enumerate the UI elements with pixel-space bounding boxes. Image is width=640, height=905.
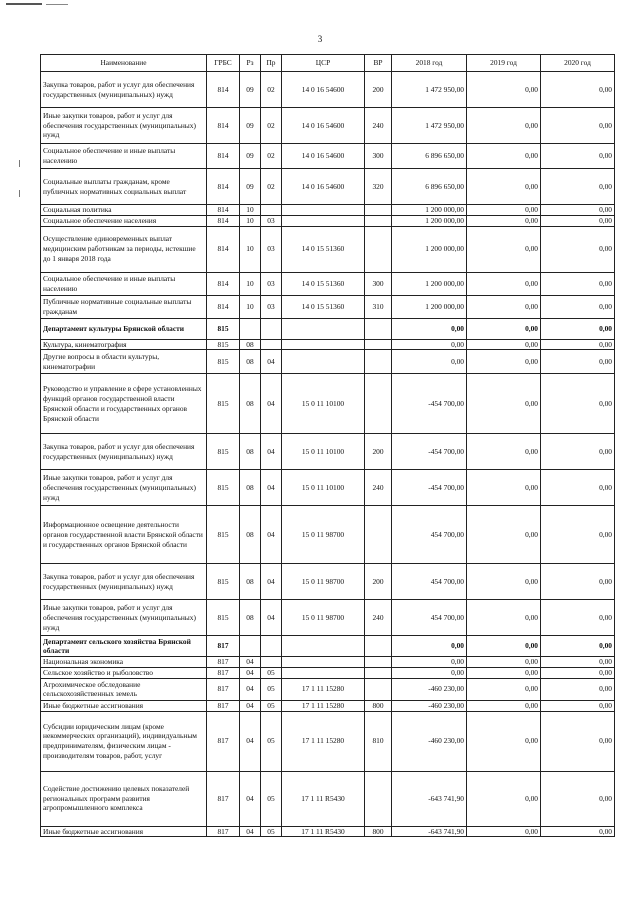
row-vr: 800 xyxy=(365,826,392,837)
row-2020: 0,00 xyxy=(541,434,615,470)
row-vr: 200 xyxy=(365,434,392,470)
row-vr xyxy=(365,668,392,679)
row-grbs: 815 xyxy=(207,318,240,339)
table-row xyxy=(41,226,615,272)
row-csr: 17 1 11 15280 xyxy=(282,711,365,771)
row-2018: -643 741,90 xyxy=(392,771,467,826)
table-row xyxy=(41,600,615,636)
row-grbs: 815 xyxy=(207,350,240,374)
table-row xyxy=(41,771,615,826)
row-2018: 0,00 xyxy=(392,350,467,374)
row-pr: 05 xyxy=(261,668,282,679)
row-2018: -460 230,00 xyxy=(392,678,467,700)
table-row xyxy=(41,350,615,374)
table-row xyxy=(41,374,615,434)
row-pr: 03 xyxy=(261,215,282,226)
row-vr: 300 xyxy=(365,272,392,295)
row-pr: 03 xyxy=(261,295,282,318)
row-rz: 04 xyxy=(240,668,261,679)
row-csr: 15 0 11 10100 xyxy=(282,470,365,506)
row-vr xyxy=(365,678,392,700)
row-csr xyxy=(282,318,365,339)
row-csr: 15 0 11 10100 xyxy=(282,374,365,434)
row-2019: 0,00 xyxy=(467,318,541,339)
row-grbs: 817 xyxy=(207,678,240,700)
row-name: Департамент культуры Брянской области xyxy=(41,318,207,339)
row-vr xyxy=(365,215,392,226)
row-rz: 08 xyxy=(240,374,261,434)
row-pr xyxy=(261,636,282,657)
row-name: Руководство и управление в сфере установленных функций органов государственной власти Брянской области и государственных органов Брянской области xyxy=(41,374,207,434)
row-grbs: 814 xyxy=(207,72,240,108)
row-2019: 0,00 xyxy=(467,434,541,470)
table-row xyxy=(41,470,615,506)
row-2020: 0,00 xyxy=(541,506,615,564)
row-pr xyxy=(261,205,282,216)
row-vr: 810 xyxy=(365,711,392,771)
row-name: Осуществление единовременных выплат медицинским работникам за периоды, истекшие до 1 января 2018 года xyxy=(41,226,207,272)
table-row xyxy=(41,339,615,350)
row-csr: 15 0 11 10100 xyxy=(282,434,365,470)
row-grbs: 815 xyxy=(207,600,240,636)
row-name: Субсидии юридическим лицам (кроме некоммерческих организаций), индивидуальным предпринимателям, физическим лицам - производителям товаров, работ, услуг xyxy=(41,711,207,771)
table-row xyxy=(41,295,615,318)
row-rz: 08 xyxy=(240,564,261,600)
row-2018: 6 896 650,00 xyxy=(392,144,467,169)
row-2020: 0,00 xyxy=(541,668,615,679)
row-vr: 320 xyxy=(365,169,392,205)
row-rz: 04 xyxy=(240,657,261,668)
row-2018: 0,00 xyxy=(392,668,467,679)
row-csr xyxy=(282,215,365,226)
table-row xyxy=(41,215,615,226)
row-2018: -454 700,00 xyxy=(392,434,467,470)
row-2020: 0,00 xyxy=(541,144,615,169)
row-2019: 0,00 xyxy=(467,678,541,700)
row-2020: 0,00 xyxy=(541,350,615,374)
row-rz xyxy=(240,318,261,339)
table-row xyxy=(41,318,615,339)
row-2018: 6 896 650,00 xyxy=(392,169,467,205)
row-rz: 10 xyxy=(240,295,261,318)
row-csr: 17 1 11 R5430 xyxy=(282,826,365,837)
row-grbs: 815 xyxy=(207,564,240,600)
row-name: Социальные выплаты гражданам, кроме публичных нормативных социальных выплат xyxy=(41,169,207,205)
table-row xyxy=(41,826,615,837)
row-name: Содействие достижению целевых показателей региональных программ развития агропромышленного комплекса xyxy=(41,771,207,826)
row-rz: 09 xyxy=(240,144,261,169)
row-grbs: 817 xyxy=(207,636,240,657)
row-2019: 0,00 xyxy=(467,339,541,350)
table-body xyxy=(41,72,615,837)
row-pr: 04 xyxy=(261,350,282,374)
row-2019: 0,00 xyxy=(467,169,541,205)
row-pr: 03 xyxy=(261,272,282,295)
table-header-row xyxy=(41,55,615,72)
row-vr xyxy=(365,771,392,826)
page-number: 3 xyxy=(317,34,323,44)
table-row xyxy=(41,700,615,711)
row-csr: 17 1 11 15280 xyxy=(282,678,365,700)
header-vr: ВР xyxy=(365,55,392,72)
row-vr xyxy=(365,226,392,272)
row-csr xyxy=(282,636,365,657)
row-name: Иные бюджетные ассигнования xyxy=(41,826,207,837)
row-name: Публичные нормативные социальные выплаты гражданам xyxy=(41,295,207,318)
header-rz: Рз xyxy=(240,55,261,72)
row-2019: 0,00 xyxy=(467,506,541,564)
row-pr: 02 xyxy=(261,169,282,205)
row-vr: 200 xyxy=(365,72,392,108)
row-pr: 03 xyxy=(261,226,282,272)
header-2019: 2019 год xyxy=(467,55,541,72)
row-pr: 04 xyxy=(261,434,282,470)
row-grbs: 814 xyxy=(207,295,240,318)
row-2018: 0,00 xyxy=(392,339,467,350)
row-vr xyxy=(365,205,392,216)
row-grbs: 814 xyxy=(207,144,240,169)
row-vr xyxy=(365,339,392,350)
row-2020: 0,00 xyxy=(541,226,615,272)
row-2020: 0,00 xyxy=(541,600,615,636)
header-csr: ЦСР xyxy=(282,55,365,72)
row-rz: 08 xyxy=(240,470,261,506)
row-grbs: 815 xyxy=(207,506,240,564)
row-2020: 0,00 xyxy=(541,657,615,668)
table-row xyxy=(41,144,615,169)
row-2019: 0,00 xyxy=(467,636,541,657)
row-vr: 240 xyxy=(365,600,392,636)
row-2018: 1 200 000,00 xyxy=(392,205,467,216)
row-csr xyxy=(282,339,365,350)
table-row xyxy=(41,564,615,600)
row-grbs: 817 xyxy=(207,771,240,826)
row-2018: 1 200 000,00 xyxy=(392,226,467,272)
row-name: Социальное обеспечение населения xyxy=(41,215,207,226)
budget-table xyxy=(40,54,615,837)
row-2019: 0,00 xyxy=(467,295,541,318)
row-name: Агрохимическое обследование сельскохозяйственных земель xyxy=(41,678,207,700)
header-grbs: ГРБС xyxy=(207,55,240,72)
row-2020: 0,00 xyxy=(541,215,615,226)
header-name: Наименование xyxy=(41,55,207,72)
row-2020: 0,00 xyxy=(541,169,615,205)
row-pr: 04 xyxy=(261,470,282,506)
row-2020: 0,00 xyxy=(541,711,615,771)
row-name: Иные закупки товаров, работ и услуг для обеспечения государственных (муниципальных) нужд xyxy=(41,600,207,636)
row-name: Закупка товаров, работ и услуг для обеспечения государственных (муниципальных) нужд xyxy=(41,72,207,108)
row-2018: 1 472 950,00 xyxy=(392,108,467,144)
row-grbs: 814 xyxy=(207,272,240,295)
row-grbs: 815 xyxy=(207,434,240,470)
row-rz: 09 xyxy=(240,108,261,144)
row-2019: 0,00 xyxy=(467,350,541,374)
row-2019: 0,00 xyxy=(467,374,541,434)
table-row xyxy=(41,636,615,657)
scan-mark xyxy=(6,3,42,5)
row-2018: 454 700,00 xyxy=(392,506,467,564)
row-2020: 0,00 xyxy=(541,636,615,657)
row-pr xyxy=(261,318,282,339)
row-csr: 14 0 15 51360 xyxy=(282,295,365,318)
table-row xyxy=(41,272,615,295)
row-2019: 0,00 xyxy=(467,144,541,169)
row-csr: 17 1 11 R5430 xyxy=(282,771,365,826)
row-name: Иные бюджетные ассигнования xyxy=(41,700,207,711)
row-grbs: 814 xyxy=(207,226,240,272)
row-rz: 04 xyxy=(240,711,261,771)
row-grbs: 814 xyxy=(207,215,240,226)
row-2018: 1 472 950,00 xyxy=(392,72,467,108)
row-rz: 09 xyxy=(240,72,261,108)
row-2020: 0,00 xyxy=(541,771,615,826)
table-row xyxy=(41,668,615,679)
row-rz xyxy=(240,636,261,657)
row-rz: 10 xyxy=(240,215,261,226)
row-2020: 0,00 xyxy=(541,295,615,318)
row-pr: 05 xyxy=(261,826,282,837)
table-row xyxy=(41,205,615,216)
row-grbs: 817 xyxy=(207,668,240,679)
row-rz: 08 xyxy=(240,434,261,470)
table-row xyxy=(41,678,615,700)
row-2020: 0,00 xyxy=(541,339,615,350)
row-grbs: 814 xyxy=(207,205,240,216)
row-pr: 04 xyxy=(261,374,282,434)
header-2020: 2020 год xyxy=(541,55,615,72)
row-vr xyxy=(365,374,392,434)
row-2019: 0,00 xyxy=(467,668,541,679)
scan-mark xyxy=(46,4,68,5)
row-2019: 0,00 xyxy=(467,657,541,668)
row-2020: 0,00 xyxy=(541,678,615,700)
row-rz: 04 xyxy=(240,700,261,711)
row-rz: 04 xyxy=(240,826,261,837)
table-row xyxy=(41,169,615,205)
row-name: Закупка товаров, работ и услуг для обеспечения государственных (муниципальных) нужд xyxy=(41,434,207,470)
row-rz: 10 xyxy=(240,205,261,216)
table-row xyxy=(41,711,615,771)
row-pr xyxy=(261,657,282,668)
row-rz: 10 xyxy=(240,226,261,272)
row-2019: 0,00 xyxy=(467,272,541,295)
row-name: Иные закупки товаров, работ и услуг для обеспечения государственных (муниципальных) нужд xyxy=(41,108,207,144)
row-2018: -454 700,00 xyxy=(392,374,467,434)
row-2020: 0,00 xyxy=(541,700,615,711)
row-2018: -460 230,00 xyxy=(392,700,467,711)
row-2018: 0,00 xyxy=(392,657,467,668)
row-2020: 0,00 xyxy=(541,318,615,339)
row-pr: 05 xyxy=(261,711,282,771)
row-pr xyxy=(261,339,282,350)
row-2019: 0,00 xyxy=(467,826,541,837)
row-2019: 0,00 xyxy=(467,771,541,826)
row-2020: 0,00 xyxy=(541,826,615,837)
row-csr: 17 1 11 15280 xyxy=(282,700,365,711)
row-csr xyxy=(282,205,365,216)
row-vr: 310 xyxy=(365,295,392,318)
row-csr: 14 0 16 54600 xyxy=(282,169,365,205)
row-2018: -460 230,00 xyxy=(392,711,467,771)
row-csr: 14 0 16 54600 xyxy=(282,72,365,108)
header-pr: Пр xyxy=(261,55,282,72)
row-csr xyxy=(282,350,365,374)
row-name: Социальная политика xyxy=(41,205,207,216)
row-csr: 15 0 11 98700 xyxy=(282,506,365,564)
row-pr: 02 xyxy=(261,72,282,108)
row-grbs: 814 xyxy=(207,169,240,205)
row-2019: 0,00 xyxy=(467,72,541,108)
row-grbs: 815 xyxy=(207,374,240,434)
table-row xyxy=(41,108,615,144)
row-grbs: 815 xyxy=(207,470,240,506)
row-2020: 0,00 xyxy=(541,374,615,434)
row-2018: 1 200 000,00 xyxy=(392,215,467,226)
row-2018: 454 700,00 xyxy=(392,600,467,636)
row-vr: 200 xyxy=(365,564,392,600)
row-2019: 0,00 xyxy=(467,205,541,216)
row-name: Другие вопросы в области культуры, кинематографии xyxy=(41,350,207,374)
row-2018: 1 200 000,00 xyxy=(392,295,467,318)
row-rz: 10 xyxy=(240,272,261,295)
row-2020: 0,00 xyxy=(541,470,615,506)
row-2018: -643 741,90 xyxy=(392,826,467,837)
row-name: Социальное обеспечение и иные выплаты населению xyxy=(41,144,207,169)
row-2019: 0,00 xyxy=(467,564,541,600)
row-csr: 15 0 11 98700 xyxy=(282,600,365,636)
table-row xyxy=(41,506,615,564)
row-name: Департамент сельского хозяйства Брянской области xyxy=(41,636,207,657)
row-2018: 0,00 xyxy=(392,318,467,339)
row-2020: 0,00 xyxy=(541,564,615,600)
row-2018: 1 200 000,00 xyxy=(392,272,467,295)
row-2019: 0,00 xyxy=(467,226,541,272)
row-vr xyxy=(365,506,392,564)
table-row xyxy=(41,657,615,668)
table-row xyxy=(41,72,615,108)
margin-tick xyxy=(19,160,20,167)
row-name: Национальная экономика xyxy=(41,657,207,668)
row-2019: 0,00 xyxy=(467,215,541,226)
row-name: Закупка товаров, работ и услуг для обеспечения государственных (муниципальных) нужд xyxy=(41,564,207,600)
row-2019: 0,00 xyxy=(467,600,541,636)
row-2018: 454 700,00 xyxy=(392,564,467,600)
row-rz: 08 xyxy=(240,350,261,374)
row-pr: 04 xyxy=(261,506,282,564)
row-name: Иные закупки товаров, работ и услуг для обеспечения государственных (муниципальных) нужд xyxy=(41,470,207,506)
row-rz: 08 xyxy=(240,339,261,350)
row-grbs: 815 xyxy=(207,339,240,350)
row-2020: 0,00 xyxy=(541,272,615,295)
row-pr: 04 xyxy=(261,564,282,600)
header-2018: 2018 год xyxy=(392,55,467,72)
row-rz: 08 xyxy=(240,506,261,564)
row-csr xyxy=(282,657,365,668)
row-grbs: 817 xyxy=(207,657,240,668)
row-rz: 09 xyxy=(240,169,261,205)
row-2018: -454 700,00 xyxy=(392,470,467,506)
row-pr: 04 xyxy=(261,600,282,636)
table-row xyxy=(41,434,615,470)
row-pr: 05 xyxy=(261,700,282,711)
row-rz: 08 xyxy=(240,600,261,636)
row-vr: 800 xyxy=(365,700,392,711)
row-vr xyxy=(365,636,392,657)
row-2019: 0,00 xyxy=(467,470,541,506)
row-pr: 05 xyxy=(261,678,282,700)
row-2018: 0,00 xyxy=(392,636,467,657)
row-vr xyxy=(365,318,392,339)
row-name: Информационное освещение деятельности органов государственной власти Брянской области и государственных органов Брянской области xyxy=(41,506,207,564)
row-csr: 14 0 16 54600 xyxy=(282,108,365,144)
row-vr xyxy=(365,350,392,374)
row-rz: 04 xyxy=(240,771,261,826)
row-csr xyxy=(282,668,365,679)
row-2019: 0,00 xyxy=(467,711,541,771)
row-grbs: 817 xyxy=(207,711,240,771)
row-vr: 240 xyxy=(365,470,392,506)
row-grbs: 817 xyxy=(207,700,240,711)
row-pr: 02 xyxy=(261,144,282,169)
margin-tick xyxy=(19,190,20,197)
row-pr: 02 xyxy=(261,108,282,144)
row-2020: 0,00 xyxy=(541,108,615,144)
row-2020: 0,00 xyxy=(541,72,615,108)
row-vr: 240 xyxy=(365,108,392,144)
row-vr: 300 xyxy=(365,144,392,169)
row-vr xyxy=(365,657,392,668)
row-2020: 0,00 xyxy=(541,205,615,216)
row-csr: 14 0 15 51360 xyxy=(282,272,365,295)
row-name: Сельское хозяйство и рыболовство xyxy=(41,668,207,679)
row-name: Культура, кинематография xyxy=(41,339,207,350)
row-2019: 0,00 xyxy=(467,108,541,144)
row-grbs: 817 xyxy=(207,826,240,837)
row-name: Социальное обеспечение и иные выплаты населению xyxy=(41,272,207,295)
row-csr: 14 0 16 54600 xyxy=(282,144,365,169)
row-2019: 0,00 xyxy=(467,700,541,711)
row-rz: 04 xyxy=(240,678,261,700)
row-grbs: 814 xyxy=(207,108,240,144)
row-csr: 14 0 15 51360 xyxy=(282,226,365,272)
row-csr: 15 0 11 98700 xyxy=(282,564,365,600)
row-pr: 05 xyxy=(261,771,282,826)
